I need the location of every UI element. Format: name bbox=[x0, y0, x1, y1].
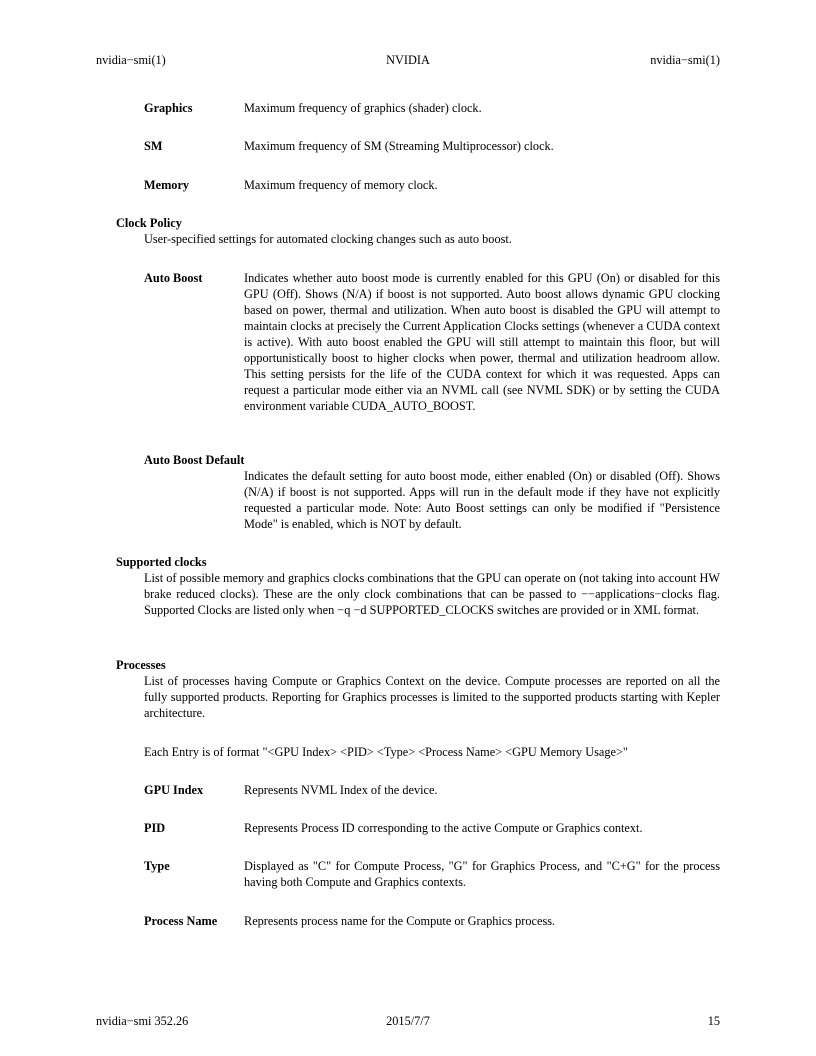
footer-page-number: 15 bbox=[707, 1014, 720, 1028]
auto-boost-default-desc: Indicates the default setting for auto boost mode, either enabled (On) or disabled (Off). Shows (N/A) if boost is not supported. Apps will run in the default mode if they have not explicitly requested a particular mode. Note: Auto Boost settings can only be modified if "Persistence Mode" is enabled, which is NOT by default. bbox=[244, 469, 720, 531]
processes-title: Processes bbox=[116, 658, 166, 672]
footer-center: 2015/7/7 bbox=[386, 1014, 430, 1028]
sm-term: SM bbox=[144, 139, 163, 153]
header-left: nvidia−smi(1) bbox=[96, 53, 166, 67]
processes-desc: List of processes having Compute or Graphics Context on the device. Compute processes are reported on all the fully supported products. Reporting for Graphics processes is limited to the supported products starting with Kepler architecture. bbox=[144, 674, 720, 720]
footer-left: nvidia−smi 352.26 bbox=[96, 1014, 189, 1028]
memory-desc: Maximum frequency of memory clock. bbox=[244, 178, 438, 192]
memory-term: Memory bbox=[144, 178, 190, 192]
auto-boost-term: Auto Boost bbox=[144, 271, 203, 285]
pid-term: PID bbox=[144, 821, 166, 835]
header-center: NVIDIA bbox=[386, 53, 430, 67]
pid-desc: Represents Process ID corresponding to the active Compute or Graphics context. bbox=[244, 821, 643, 835]
gpu-index-term: GPU Index bbox=[144, 783, 204, 797]
process-name-desc: Represents process name for the Compute or Graphics process. bbox=[244, 914, 556, 928]
auto-boost-desc: Indicates whether auto boost mode is currently enabled for this GPU (On) or disabled for this GPU (Off). Shows (N/A) if boost is not supported. Auto boost allows dynamic GPU clocking based on power, thermal and utilization. When auto boost is disabled the GPU will attempt to maintain clocks at precisely the Current Application Clocks settings (whenever a CUDA context is active). With auto boost enabled the GPU will still attempt to maintain this floor, but will opportunistically boost to higher clocks when power, thermal and utilization headroom allow. This setting persists for the life of the CUDA context for which it was requested. Apps can request a particular mode either via an NVML call (see NVML SDK) or by setting the CUDA environment variable CUDA_AUTO_BOOST. bbox=[244, 271, 720, 413]
supported-clocks-title: Supported clocks bbox=[116, 555, 207, 569]
supported-clocks-desc: List of possible memory and graphics clocks combinations that the GPU can operate on (not taking into account HW brake reduced clocks). These are the only clock combinations that can be passed to −−applications−clocks flag. Supported Clocks are listed only when −q −d SUPPORTED_CLOCKS switches are provided or in XML format. bbox=[144, 571, 720, 617]
clock-policy-desc: User-specified settings for automated clocking changes such as auto boost. bbox=[144, 232, 512, 246]
header-right: nvidia−smi(1) bbox=[650, 53, 720, 67]
process-name-term: Process Name bbox=[144, 914, 218, 928]
auto-boost-default-term: Auto Boost Default bbox=[144, 453, 245, 467]
graphics-term: Graphics bbox=[144, 101, 193, 115]
clock-policy-title: Clock Policy bbox=[116, 216, 182, 230]
gpu-index-desc: Represents NVML Index of the device. bbox=[244, 783, 438, 797]
type-desc: Displayed as "C" for Compute Process, "G" for Graphics Process, and "C+G" for the process having both Compute and Graphics contexts. bbox=[244, 859, 720, 889]
graphics-desc: Maximum frequency of graphics (shader) clock. bbox=[244, 101, 482, 115]
processes-format: Each Entry is of format "<GPU Index> <PID> <Type> <Process Name> <GPU Memory Usage>" bbox=[144, 745, 628, 759]
sm-desc: Maximum frequency of SM (Streaming Multiprocessor) clock. bbox=[244, 139, 554, 153]
type-term: Type bbox=[144, 859, 170, 873]
